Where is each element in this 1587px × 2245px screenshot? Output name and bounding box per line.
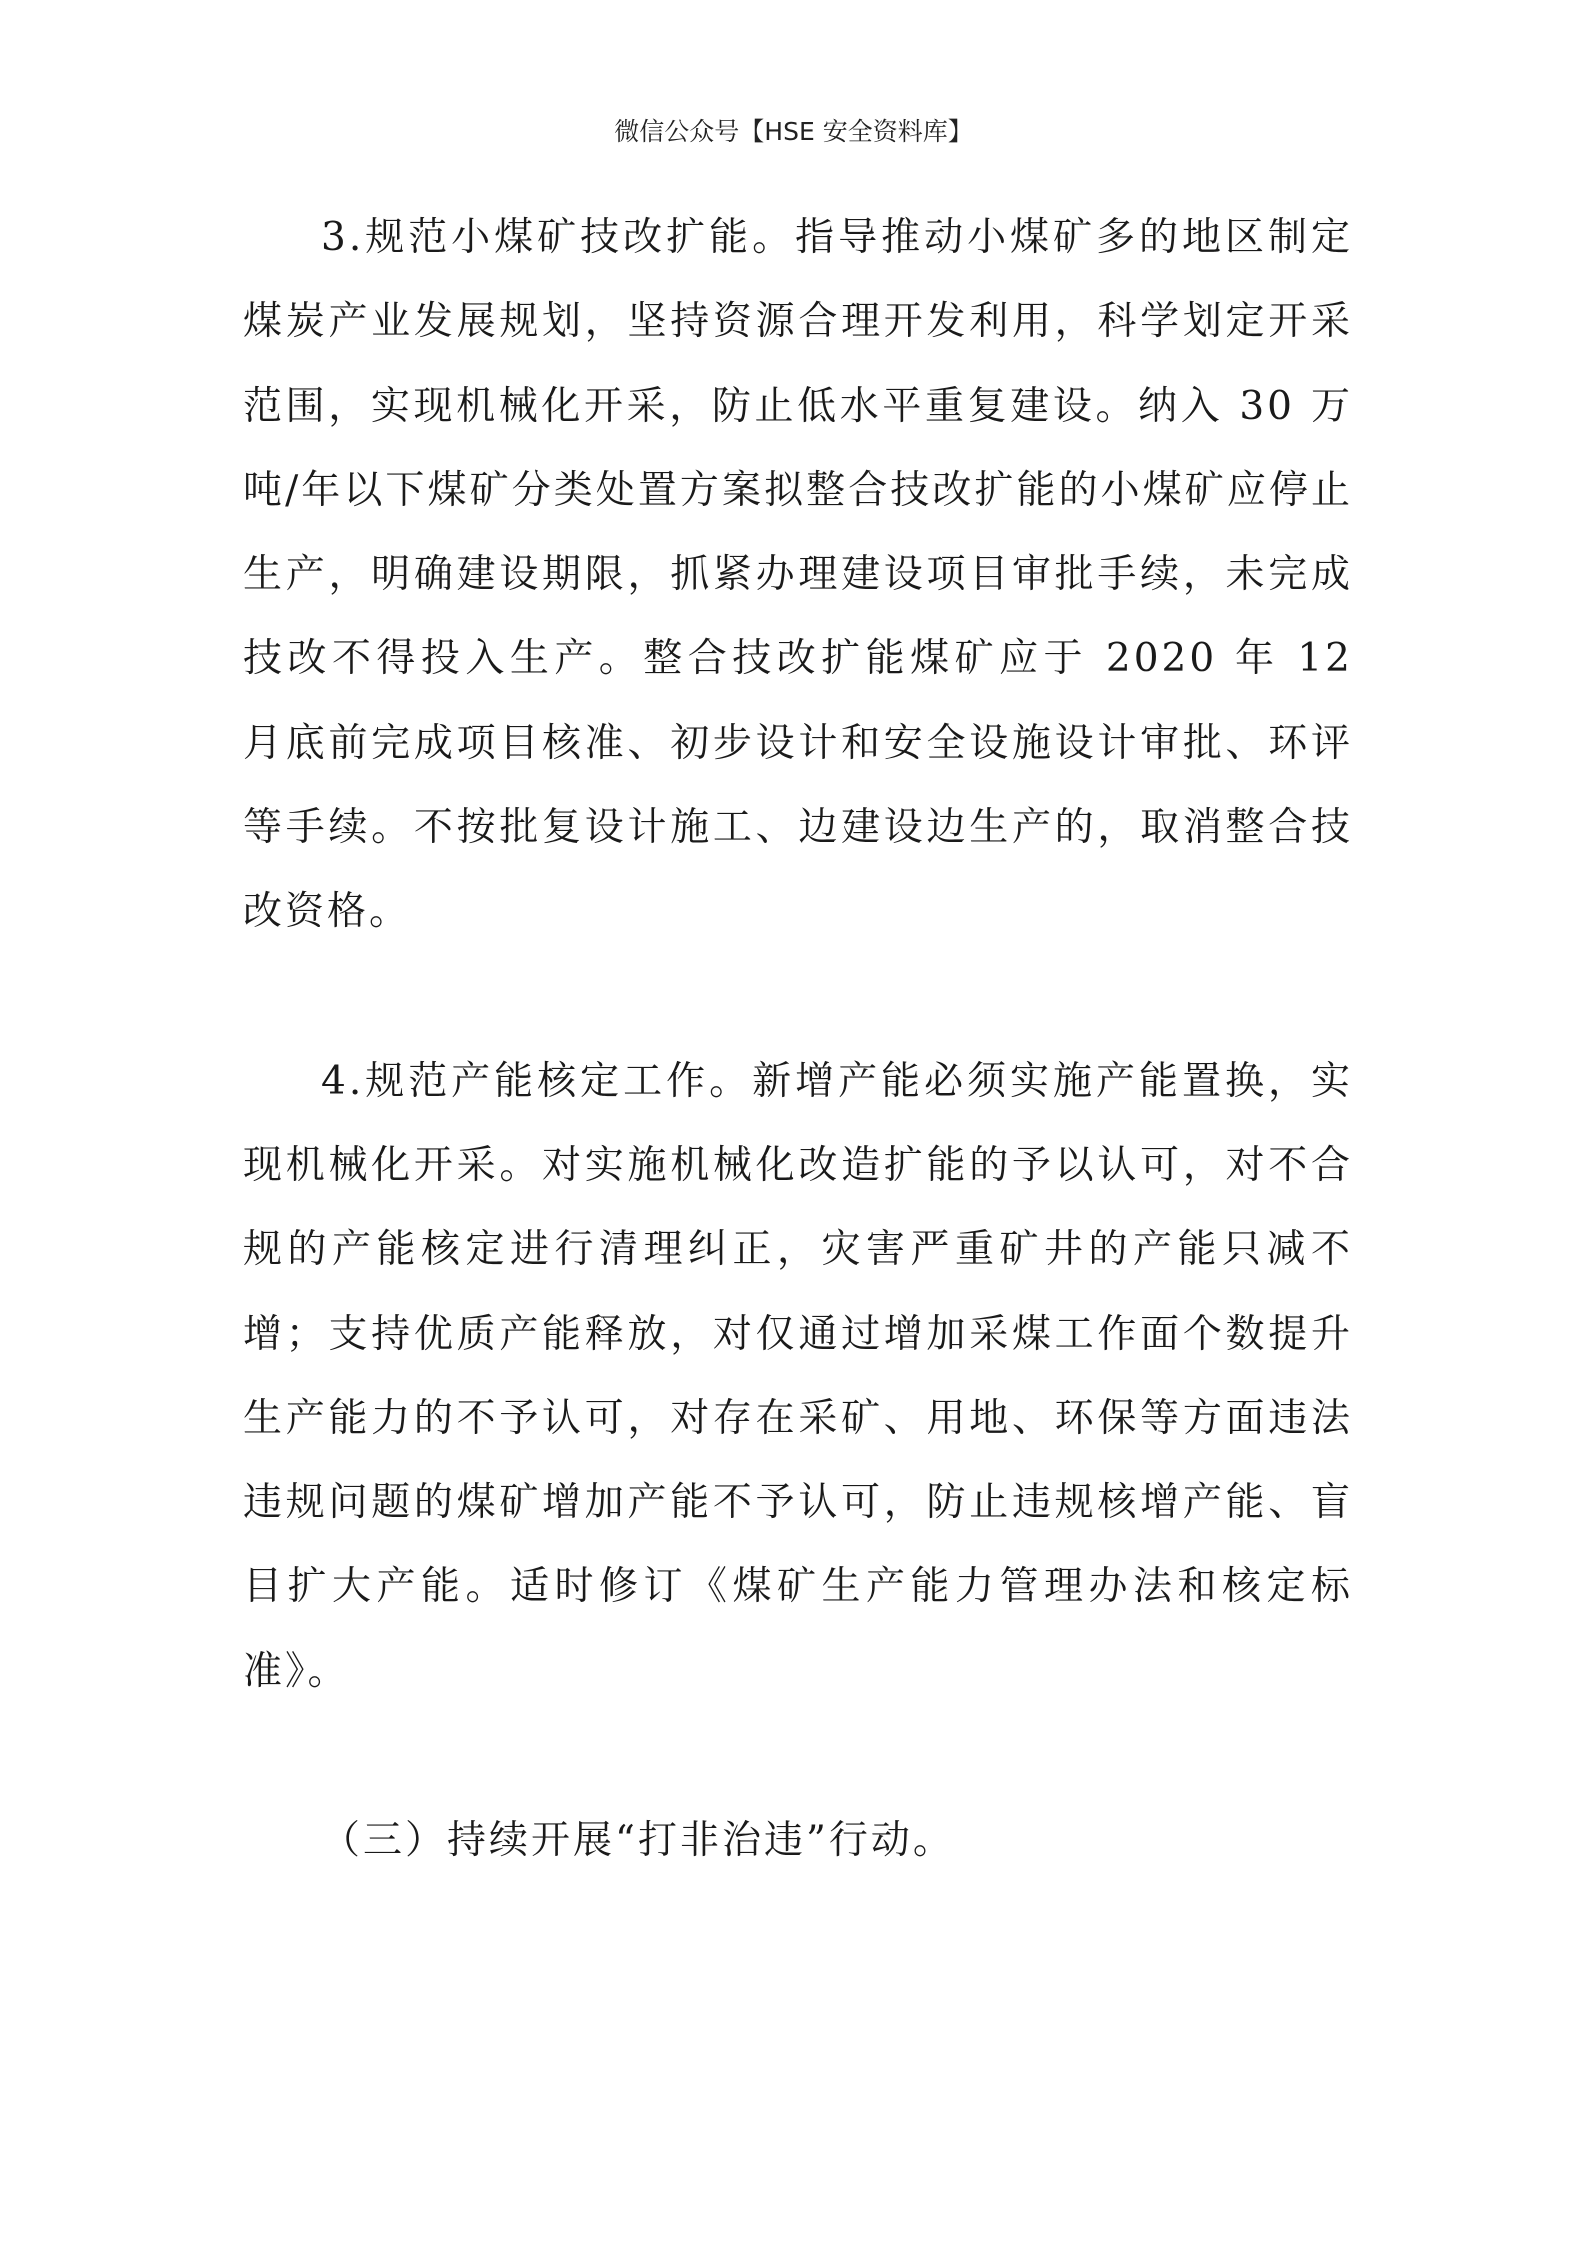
paragraph-3-small-mine-upgrade: 3.规范小煤矿技改扩能。指导推动小煤矿多的地区制定煤炭产业发展规划，坚持资源合理开发利用，科学划定开采范围，实现机械化开采，防止低水平重复建设。纳入 30 万吨/年以下煤矿分类处置方案拟整合技改扩能的小煤矿应停止生产，明确建设期限，抓紧办理建设项目审批手续，未完成技改不得投入生产。整合技改扩能煤矿应于 2020 年 12 月底前完成项目核准、初步设计和安全设施设计审批、环评等手续。不按批复设计施工、边建设边生产的，取消整合技改资格。 bbox=[243, 215, 1353, 935]
paragraph-4-capacity-verification: 4.规范产能核定工作。新增产能必须实施产能置换，实现机械化开采。对实施机械化改造扩能的予以认可，对不合规的产能核定进行清理纠正，灾害严重矿井的产能只减不增；支持优质产能释放，对仅通过增加采煤工作面个数提升生产能力的不予认可，对存在采矿、用地、环保等方面违法违规问题的煤矿增加产能不予认可，防止违规核增产能、盲目扩大产能。适时修订《煤矿生产能力管理办法和核定标准》。 bbox=[243, 1058, 1353, 1694]
document-body bbox=[243, 196, 1353, 1883]
page-header-source: 微信公众号【HSE 安全资料库】 bbox=[614, 117, 973, 146]
section-heading-three: （三）持续开展“打非治违”行动。 bbox=[321, 1818, 955, 1864]
